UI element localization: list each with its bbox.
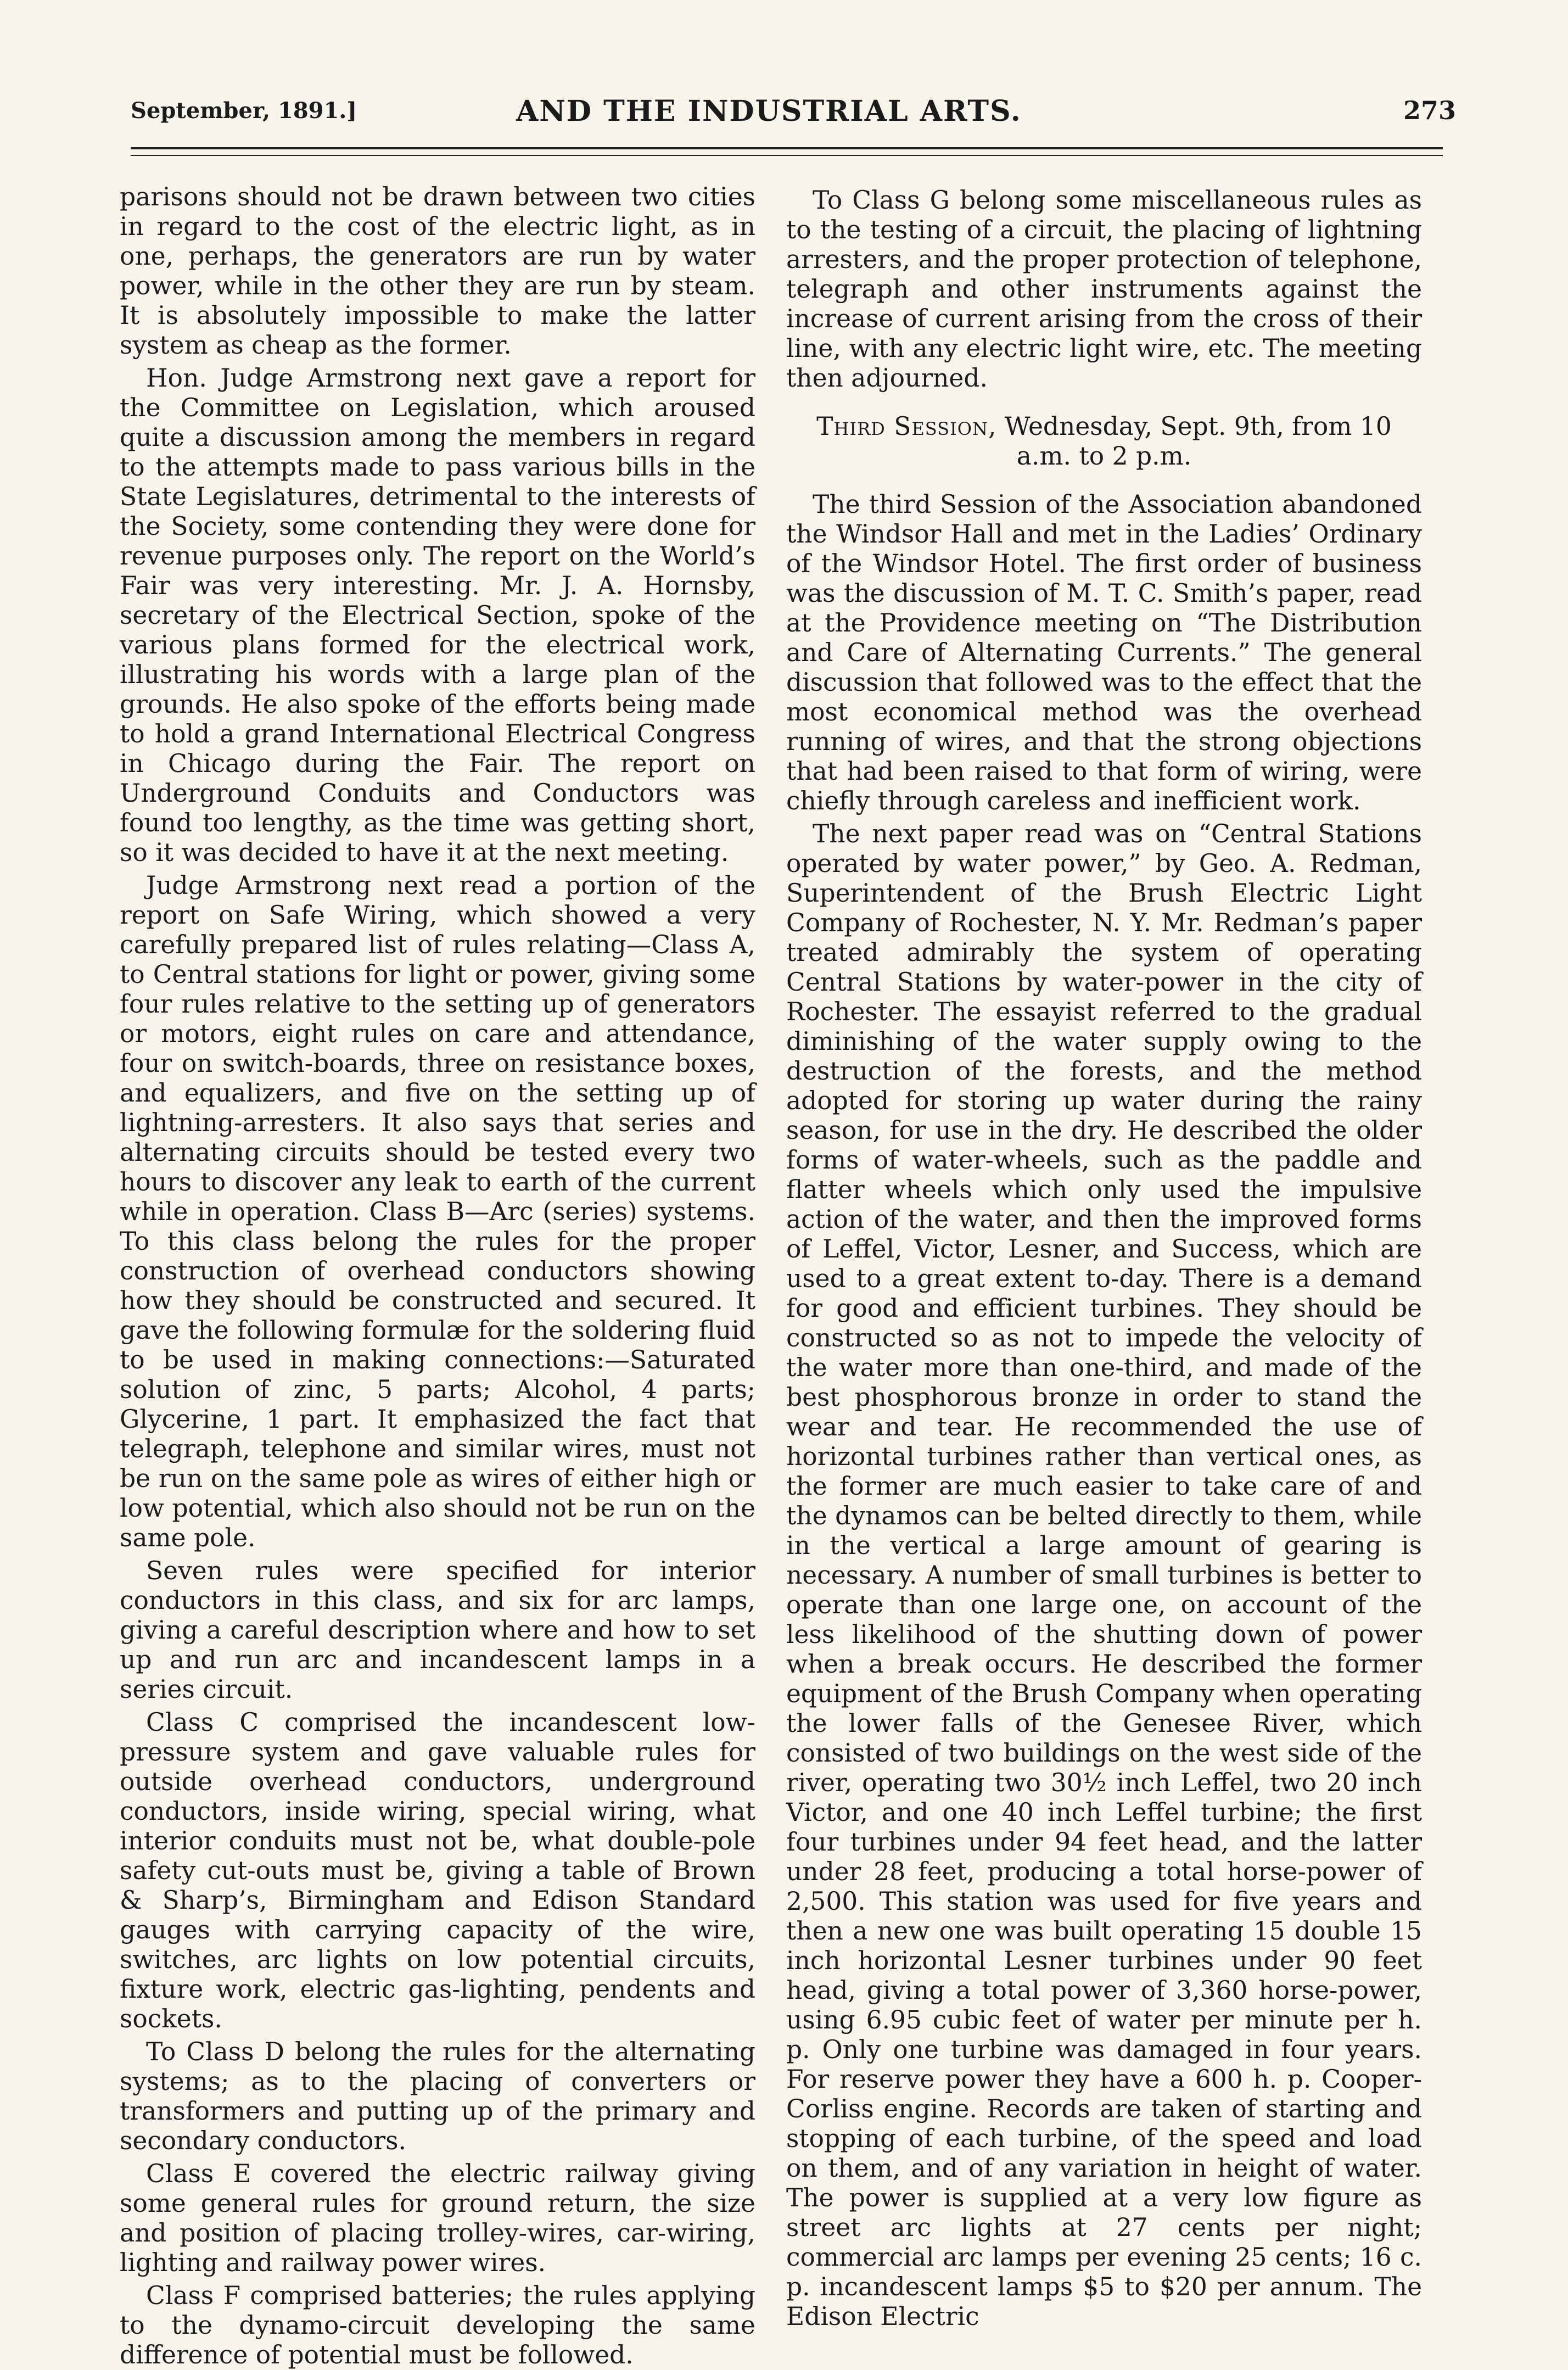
- paragraph: Class E covered the electric railway giving some general rules for ground return, the size and position of placing trolley-wires, car-wiring, lighting and railway power wires.: [120, 2159, 755, 2277]
- paragraph: To Class D belong the rules for the alternating systems; as to the placing of converters or transformers and putting up of the primary and secondary conductors.: [120, 2037, 755, 2155]
- header-title: AND THE INDUSTRIAL ARTS.: [516, 94, 1022, 128]
- header-rule-thin: [131, 155, 1443, 156]
- column-gutter: [770, 181, 771, 2158]
- paragraph: Seven rules were specified for interior conductors in this class, and six for arc lamps, giving a careful description where and how to set up and run arc and incandescent lamps in a series circuit.: [120, 1556, 755, 1704]
- header-date: September, 1891.]: [131, 98, 357, 124]
- header-rule-thick: [131, 147, 1443, 149]
- session-heading-text: Wednesday, Sept. 9th, from 10 a.m. to 2 p.m.: [996, 412, 1392, 471]
- session-heading-label: Third Session,: [816, 412, 997, 441]
- paragraph: Judge Armstrong next read a portion of the report on Safe Wiring, which showed a very carefully prepared list of rules relating—Class A, to Central stations for light or power, giving some four rules relative to the setting up of generators or motors, eight rules on care and attendance, four on switch-boards, three on resistance boxes, and equalizers, and five on the setting up of lightning-arresters. It also says that series and alternating circuits should be tested every two hours to discover any leak to earth of the current while in operation. Class B—Arc (series) systems. To this class belong the rules for the proper construction of overhead conductors showing how they should be constructed and secured. It gave the following formulæ for the soldering fluid to be used in making connections:—Saturated solution of zinc, 5 parts; Alcohol, 4 parts; Glycerine, 1 part. It emphasized the fact that telegraph, telephone and similar wires, must not be run on the same pole as wires of either high or low potential, which also should not be run on the same pole.: [120, 871, 755, 1552]
- paragraph: Class F comprised batteries; the rules applying to the dynamo-circuit developing the same difference of potential must be followed.: [120, 2281, 755, 2369]
- paragraph: The next paper read was on “Central Stations operated by water power,” by Geo. A. Redman, Superintendent of the Brush Electric Light Company of Rochester, N. Y. Mr. Redman’s paper treated admirably the system of operating Central Stations by water-power in the city of Rochester. The essayist referred to the gradual diminishing of the water supply owing to the destruction of the forests, and the method adopted for storing up water during the rainy season, for use in the dry. He described the older forms of water-wheels, such as the paddle and flatter wheels which only used the impulsive action of the water, and then the improved forms of Leffel, Victor, Lesner, and Success, which are used to a great extent to-day. There is a demand for good and efficient turbines. They should be constructed so as not to impede the velocity of the water more than one-third, and made of the best phosphorous bronze in order to stand the wear and tear. He recommended the use of horizontal turbines rather than vertical ones, as the former are much easier to take care of and the dynamos can be belted directly to them, while in the vertical a large amount of gearing is necessary. A number of small turbines is better to operate than one large one, on account of the less likelihood of the shutting down of power when a break occurs. He described the former equipment of the Brush Company when operating the lower falls of the Genesee River, which consisted of two buildings on the west side of the river, operating two 30½ inch Leffel, two 20 inch Victor, and one 40 inch Leffel turbine; the first four turbines under 94 feet head, and the latter under 28 feet, producing a total horse-power of 2,500. This station was used for five years and then a new one was built operating 15 double 15 inch horizontal Lesner turbines under 90 feet head, giving a total power of 3,360 horse-power, using 6.95 cubic feet of water per minute per h. p. Only one turbine was damaged in four years. For reserve power they have a 600 h. p. Cooper-Corliss engine. Records are taken of starting and stopping of each turbine, of the speed and load on them, and of any variation in height of water. The power is supplied at a very low figure as street arc lights at 27 cents per night; commercial arc lamps per evening 25 cents; 16 c. p. incandescent lamps $5 to $20 per annum. The Edison Electric: [786, 819, 1422, 2331]
- session-heading: [786, 412, 1422, 471]
- left-column: [120, 182, 755, 2369]
- paragraph: To Class G belong some miscellaneous rules as to the testing of a circuit, the placing of lightning arresters, and the proper protection of telephone, telegraph and other instruments against the increase of current arising from the cross of their line, with any electric light wire, etc. The meeting then adjourned.: [786, 186, 1422, 393]
- page-number: 273: [1403, 96, 1457, 125]
- paragraph: Hon. Judge Armstrong next gave a report for the Committee on Legislation, which aroused quite a discussion among the members in regard to the attempts made to pass various bills in the State Legislatures, detrimental to the interests of the Society, some contending they were done for revenue purposes only. The report on the World’s Fair was very interesting. Mr. J. A. Hornsby, secretary of the Electrical Section, spoke of the various plans formed for the electrical work, illustrating his words with a large plan of the grounds. He also spoke of the efforts being made to hold a grand International Electrical Congress in Chicago during the Fair. The report on Underground Conduits and Conductors was found too lengthy, as the time was getting short, so it was decided to have it at the next meeting.: [120, 364, 755, 867]
- running-header: [0, 94, 1568, 142]
- paragraph: The third Session of the Association abandoned the Windsor Hall and met in the Ladies’ Ordinary of the Windsor Hotel. The first order of business was the discussion of M. T. C. Smith’s paper, read at the Providence meeting on “The Distribution and Care of Alternating Currents.” The general discussion that followed was to the effect that the most economical method was the overhead running of wires, and that the strong objections that had been raised to that form of wiring, were chiefly through careless and inefficient work.: [786, 490, 1422, 815]
- right-column: [786, 182, 1422, 2331]
- paragraph: parisons should not be drawn between two cities in regard to the cost of the electric light, as in one, perhaps, the generators are run by water power, while in the other they are run by steam. It is absolutely impossible to make the latter system as cheap as the former.: [120, 182, 755, 360]
- paragraph: Class C comprised the incandescent low-pressure system and gave valuable rules for outside overhead conductors, underground conductors, inside wiring, special wiring, what interior conduits must not be, what double-pole safety cut-outs must be, giving a table of Brown & Sharp’s, Birmingham and Edison Standard gauges with carrying capacity of the wire, switches, arc lights on low potential circuits, fixture work, electric gas-lighting, pendents and sockets.: [120, 1708, 755, 2033]
